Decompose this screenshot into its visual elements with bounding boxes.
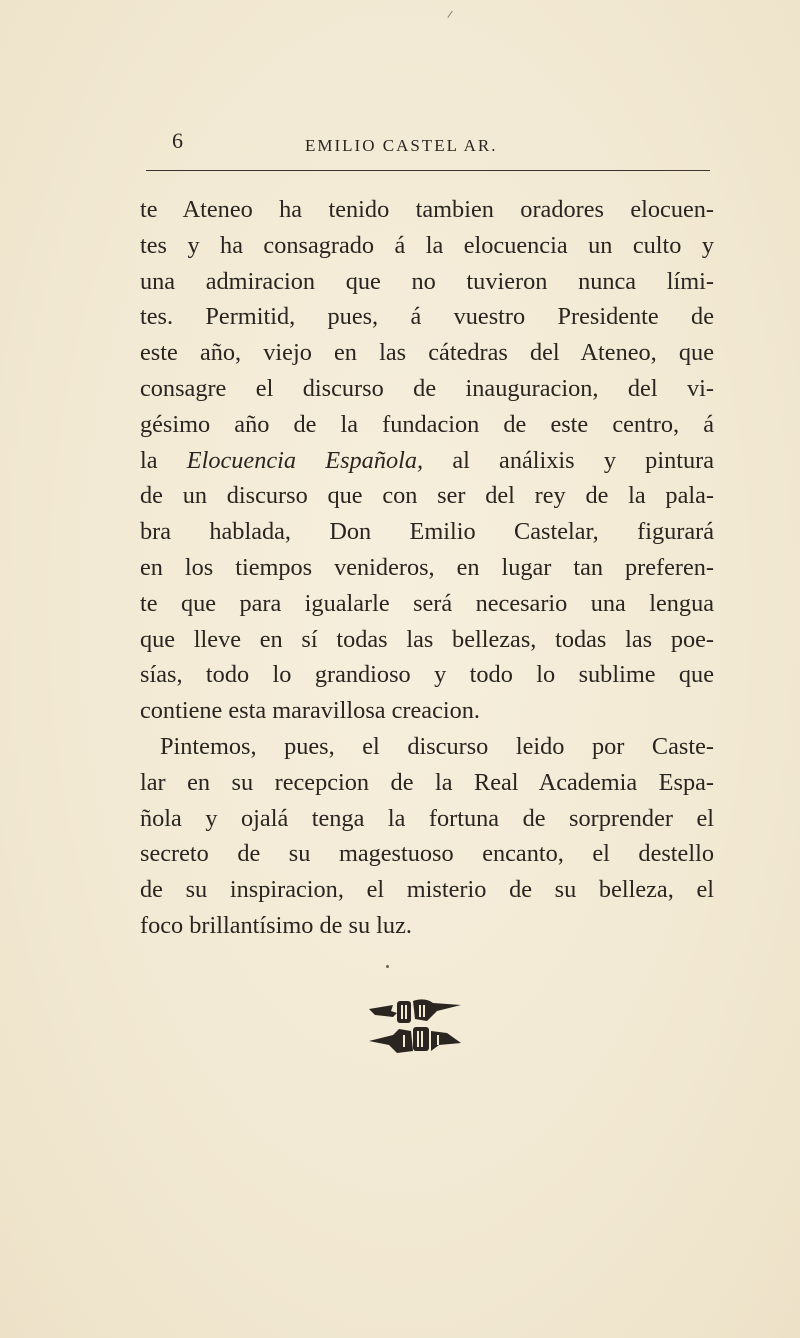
text-line: gésimo año de la fundacion de este centro, á <box>140 410 714 438</box>
page-number: 6 <box>172 128 183 153</box>
page-header <box>0 0 800 170</box>
running-head: EMILIO CASTEL AR. <box>305 136 498 155</box>
text-line-with-italic <box>140 443 714 479</box>
text-line: contiene esta maravillosa creacion. <box>140 697 480 725</box>
text-line: este año, viejo en las cátedras del Ateneo, que <box>140 339 714 367</box>
text-line: en los tiempos venideros, en lugar tan preferen- <box>140 553 714 581</box>
text-line: te que para igualarle será necesario una lengua <box>140 589 714 617</box>
text-line: tes y ha consagrado á la elocuencia un culto y <box>140 231 714 259</box>
text-line: ñola y ojalá tenga la fortuna de sorprender el <box>140 804 714 832</box>
text-line: de un discurso que con ser del rey de la pala- <box>140 482 714 510</box>
text-line: foco brillantísimo de su luz. <box>140 911 412 939</box>
text-line: secreto de su magestuoso encanto, el destello <box>140 840 714 868</box>
body-text <box>140 192 714 944</box>
text-line: sías, todo lo grandioso y todo lo sublime que <box>140 661 714 689</box>
text-fragment: la <box>140 446 187 474</box>
text-line: una admiracion que no tuvieron nunca lími- <box>140 267 714 295</box>
text-line: de su inspiracion, el misterio de su belleza, el <box>140 876 714 904</box>
text-line: lar en su recepcion de la Real Academia Espa- <box>140 768 714 796</box>
text-line: bra hablada, Don Emilio Castelar, figurará <box>140 518 714 546</box>
text-line: te Ateneo ha tenido tambien oradores elocuen- <box>140 196 714 223</box>
text-line: Pintemos, pues, el discurso leido por Caste- <box>160 732 714 760</box>
text-line: que lleve en sí todas las bellezas, todas las poe- <box>140 625 714 653</box>
header-rule <box>146 170 710 171</box>
printers-ornament-icon <box>367 995 463 1057</box>
italic-title: Elocuencia Española, <box>186 446 424 474</box>
text-line: consagre el discurso de inauguracion, del vi- <box>140 374 714 402</box>
text-line: tes. Permitid, pues, á vuestro Presidente de <box>140 303 714 331</box>
text-fragment: al análixis y pintura <box>452 446 714 474</box>
ink-speck <box>386 965 389 968</box>
